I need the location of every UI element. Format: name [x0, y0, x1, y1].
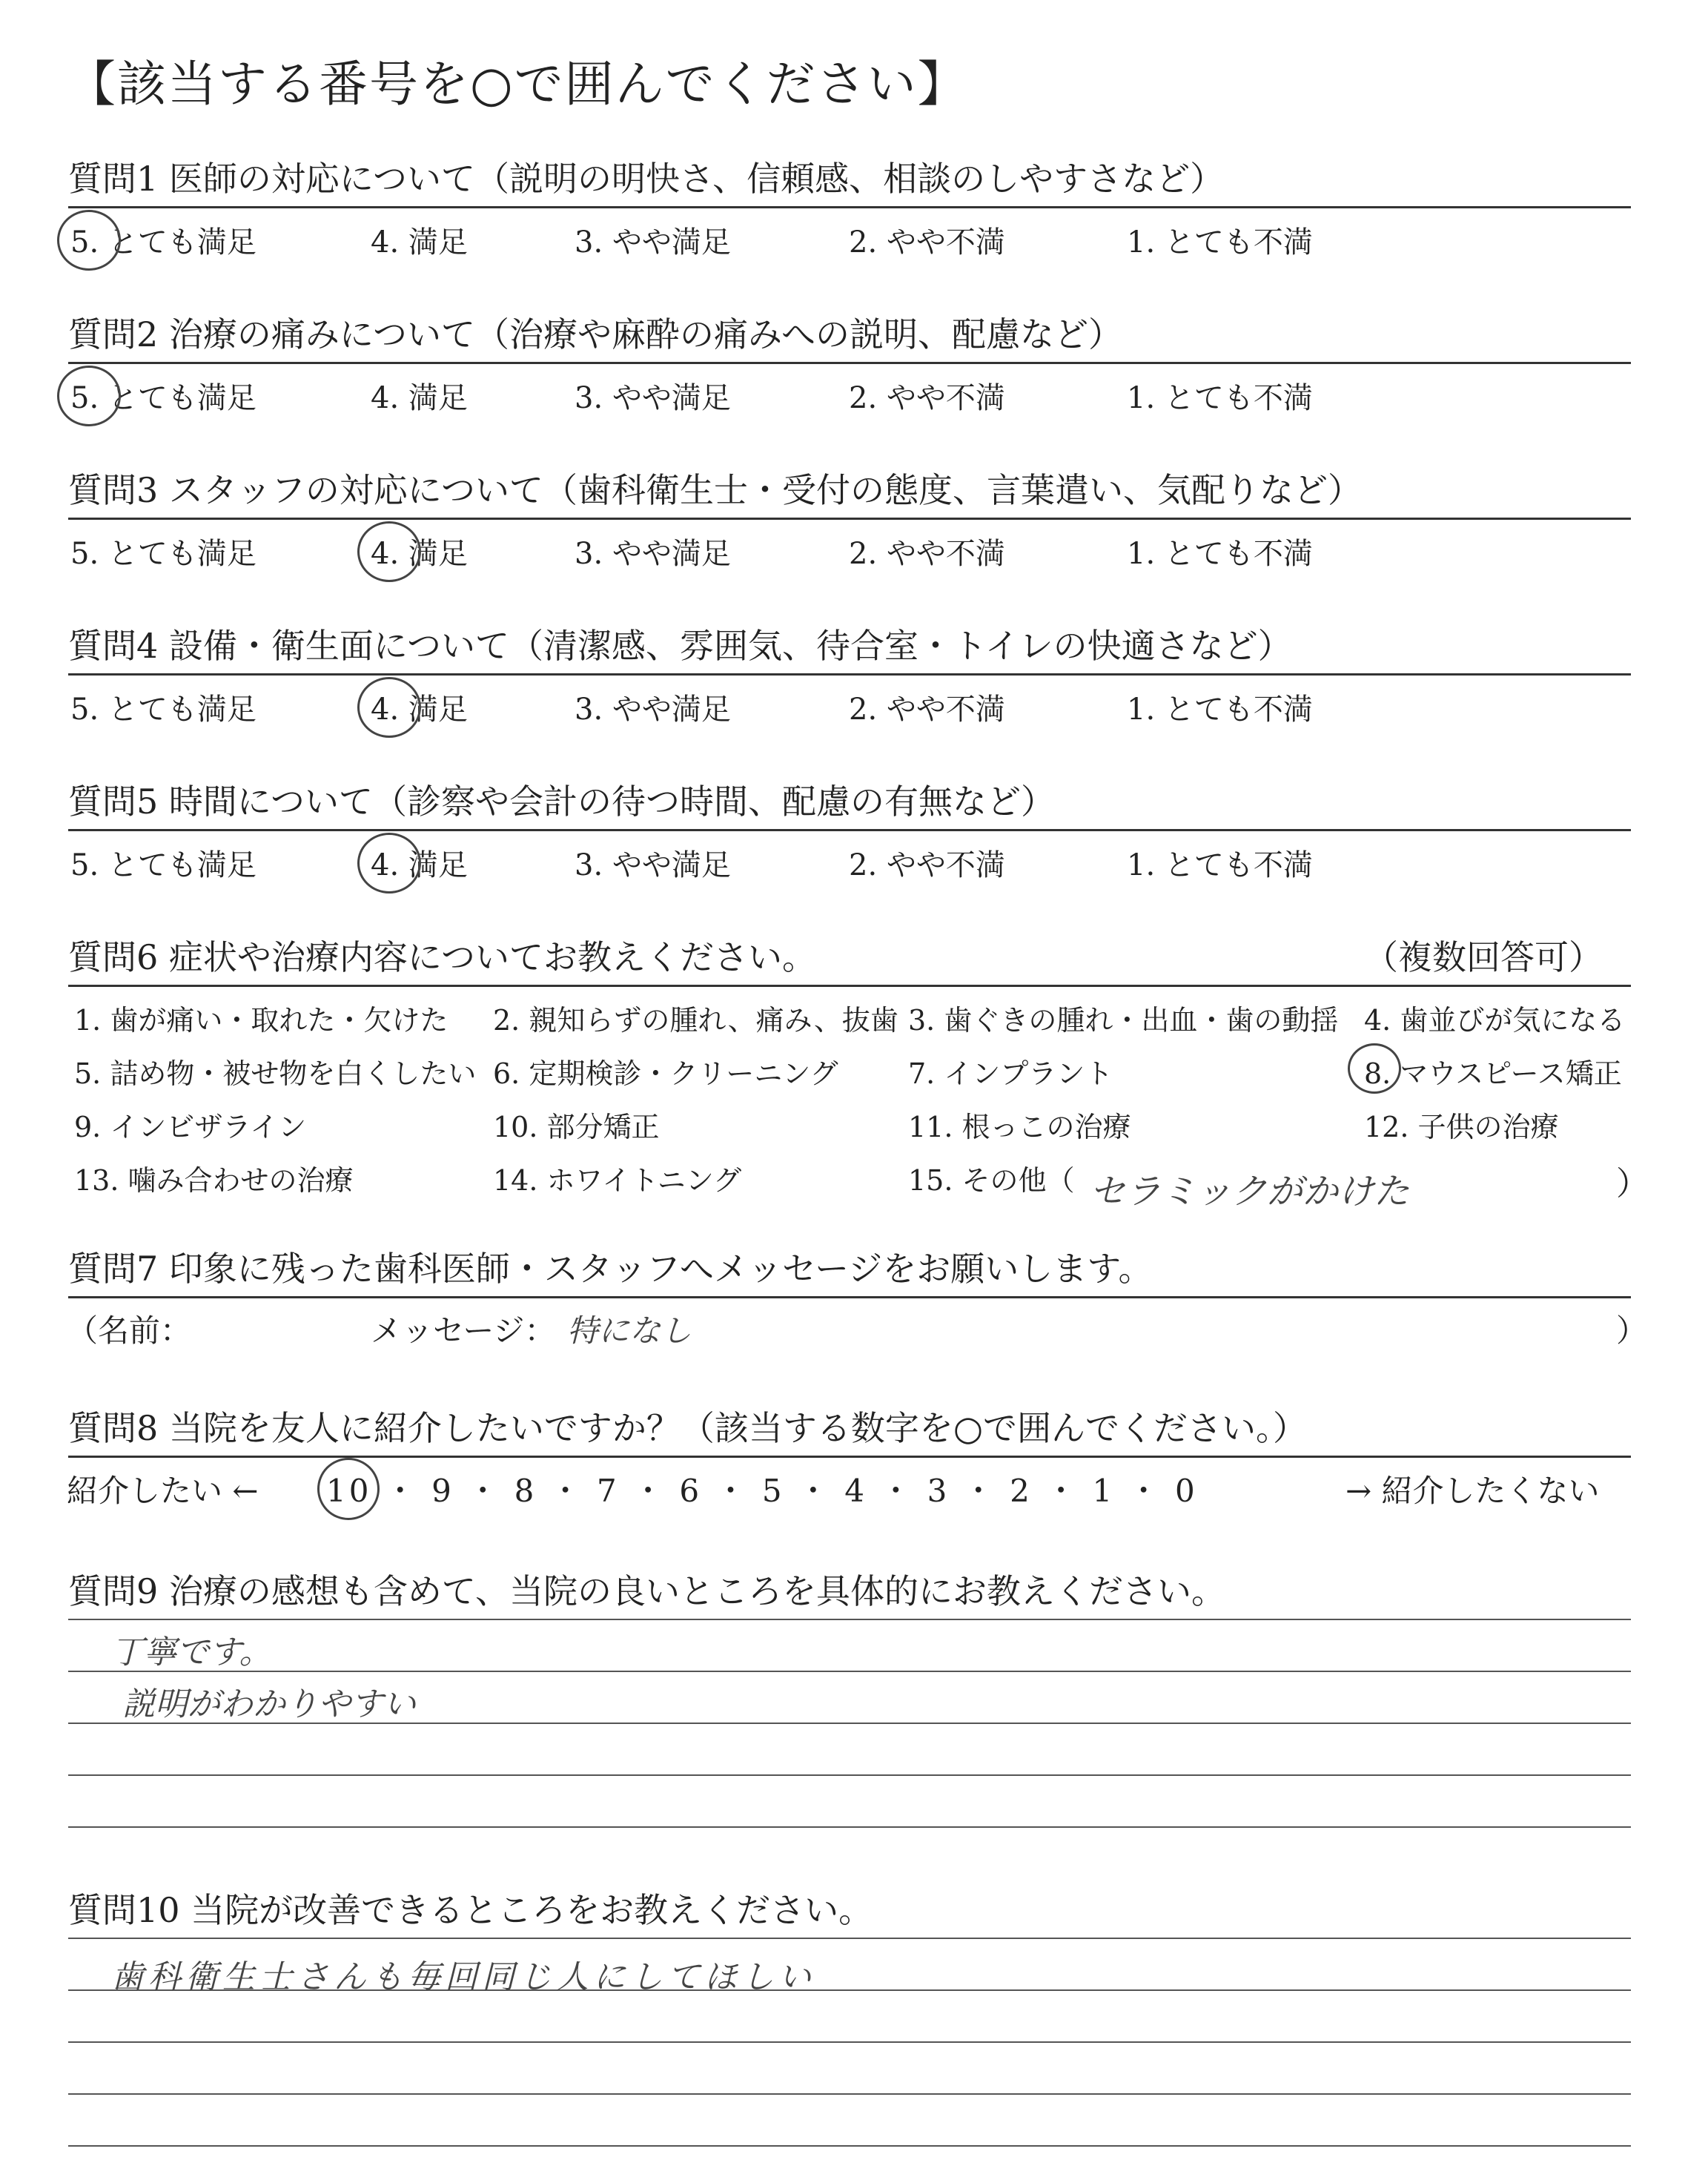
message-close-paren: ） — [1616, 1312, 1648, 1349]
question-2: 質問2 治療の痛みについて（治療や麻酔の痛みへの説明、配慮など） — [68, 314, 1123, 354]
symptom-option[interactable]: 14. ホワイトニング — [493, 1164, 742, 1197]
scale-option[interactable]: 1. とても不満 — [1127, 381, 1313, 415]
scale-option[interactable]: 5. とても満足 — [70, 381, 256, 415]
symptom-option[interactable]: 9. インビザライン — [74, 1111, 307, 1143]
improvement-handwritten: 歯科衛生士さんも毎回同じ人にしてほしい — [111, 1958, 815, 1996]
symptom-option[interactable]: 12. 子供の治療 — [1364, 1111, 1559, 1143]
symptom-option[interactable]: 7. インプラント — [908, 1057, 1113, 1090]
answer-line — [68, 2145, 1631, 2147]
divider — [68, 206, 1631, 208]
scale-option[interactable]: 4. 満足 — [371, 537, 468, 571]
divider — [68, 362, 1631, 364]
scale-option[interactable]: 3. やや満足 — [575, 381, 731, 415]
symptom-option[interactable]: 5. 詰め物・被せ物を白くしたい — [74, 1057, 477, 1090]
divider — [68, 518, 1631, 520]
scale-option[interactable]: 2. やや不満 — [849, 381, 1005, 415]
scale-option[interactable]: 3. やや満足 — [575, 225, 731, 260]
scale-option[interactable]: 4. 満足 — [371, 693, 468, 727]
message-label: メッセージ： — [371, 1312, 556, 1349]
answer-handwritten-2: 説明がわかりやすい — [122, 1685, 416, 1723]
symptom-option[interactable]: 6. 定期検診・クリーニング — [493, 1057, 838, 1090]
answer-line — [68, 1774, 1631, 1776]
scale-option[interactable]: 4. 満足 — [371, 381, 468, 415]
answer-line — [68, 1671, 1631, 1672]
selected-circle — [57, 366, 121, 426]
divider — [68, 1456, 1631, 1458]
divider — [68, 1296, 1631, 1298]
selected-circle — [357, 833, 421, 894]
symptom-option[interactable]: 1. 歯が痛い・取れた・欠けた — [74, 1004, 448, 1037]
scale-option[interactable]: 5. とても満足 — [70, 537, 256, 571]
other-close-paren: ） — [1616, 1165, 1649, 1203]
scale-option[interactable]: 1. とても不満 — [1127, 537, 1313, 571]
scale-option[interactable]: 1. とても不満 — [1127, 693, 1313, 727]
answer-handwritten-1: 丁寧です。 — [111, 1634, 272, 1671]
question-7: 質問7 印象に残った歯科医師・スタッフへメッセージをお願いします。 — [68, 1249, 1153, 1289]
divider — [68, 829, 1631, 831]
scale-option[interactable]: 5. とても満足 — [70, 693, 256, 727]
form-title: 【該当する番号を○で囲んでください】 — [67, 56, 968, 113]
symptom-option[interactable]: 15. その他（ — [908, 1164, 1075, 1197]
answer-line — [68, 2093, 1631, 2095]
other-handwritten-answer: セラミックがかけた — [1090, 1171, 1410, 1212]
scale-option[interactable]: 3. やや満足 — [575, 848, 731, 882]
symptom-option[interactable]: 13. 噛み合わせの治療 — [74, 1164, 354, 1197]
symptom-option[interactable]: 11. 根っこの治療 — [908, 1111, 1131, 1143]
scale-option[interactable]: 1. とても不満 — [1127, 225, 1313, 260]
scale-option[interactable]: 2. やや不満 — [849, 225, 1005, 260]
scale-option[interactable]: 3. やや満足 — [575, 693, 731, 727]
selected-circle — [357, 677, 421, 738]
question-6: 質問6 症状や治療内容についてお教えください。 — [68, 937, 816, 977]
scale-option[interactable]: 2. やや不満 — [849, 693, 1005, 727]
question-5: 質問5 時間について（診察や会計の待つ時間、配慮の有無など） — [68, 782, 1055, 822]
answer-line — [68, 1619, 1631, 1620]
selected-circle — [317, 1458, 380, 1520]
question-10: 質問10 当院が改善できるところをお教えください。 — [68, 1890, 873, 1930]
symptom-option[interactable]: 3. 歯ぐきの腫れ・出血・歯の動揺 — [908, 1004, 1339, 1037]
scale-option[interactable]: 5. とても満足 — [70, 225, 256, 260]
symptom-option[interactable]: 2. 親知らずの腫れ、痛み、抜歯 — [493, 1004, 898, 1037]
scale-option[interactable]: 2. やや不満 — [849, 848, 1005, 882]
answer-line — [68, 1938, 1631, 1939]
selected-circle — [1348, 1043, 1401, 1094]
divider — [68, 673, 1631, 676]
scale-option[interactable]: 5. とても満足 — [70, 848, 256, 882]
symptom-option[interactable]: 10. 部分矯正 — [493, 1111, 660, 1143]
symptom-option[interactable]: 4. 歯並びが気になる — [1364, 1004, 1626, 1037]
scale-option[interactable]: 1. とても不満 — [1127, 848, 1313, 882]
question-8: 質問8 当院を友人に紹介したいですか？（該当する数字を○で囲んでください。） — [68, 1408, 1308, 1448]
answer-line — [68, 2041, 1631, 2043]
scale-option[interactable]: 3. やや満足 — [575, 537, 731, 571]
question-1: 質問1 医師の対応について（説明の明快さ、信頼感、相談のしやすさなど） — [68, 159, 1225, 199]
scale-option[interactable]: 2. やや不満 — [849, 537, 1005, 571]
not-recommend-label: → 紹介したくない — [1345, 1473, 1600, 1509]
answer-line — [68, 1826, 1631, 1828]
name-label: （名前： — [67, 1312, 192, 1349]
selected-circle — [357, 521, 421, 582]
question-9: 質問9 治療の感想も含めて、当院の良いところを具体的にお教えください。 — [68, 1571, 1225, 1611]
message-handwritten: 特になし — [567, 1312, 692, 1349]
question-3: 質問3 スタッフの対応について（歯科衛生士・受付の態度、言葉遣い、気配りなど） — [68, 470, 1362, 510]
question-4: 質問4 設備・衛生面について（清潔感、雰囲気、待合室・トイレの快適さなど） — [68, 626, 1292, 666]
selected-circle — [57, 210, 121, 271]
scale-option[interactable]: 4. 満足 — [371, 848, 468, 882]
recommend-scale: 10 ・ 9 ・ 8 ・ 7 ・ 6 ・ 5 ・ 4 ・ 3 ・ 2 ・ 1 ・ 0 — [326, 1473, 1198, 1509]
divider — [68, 985, 1631, 987]
multiple-answers-note: （複数回答可） — [1364, 937, 1603, 977]
recommend-label: 紹介したい ← — [67, 1473, 259, 1509]
scale-option[interactable]: 4. 満足 — [371, 225, 468, 260]
symptom-option[interactable]: 8. マウスピース矯正 — [1364, 1057, 1622, 1090]
